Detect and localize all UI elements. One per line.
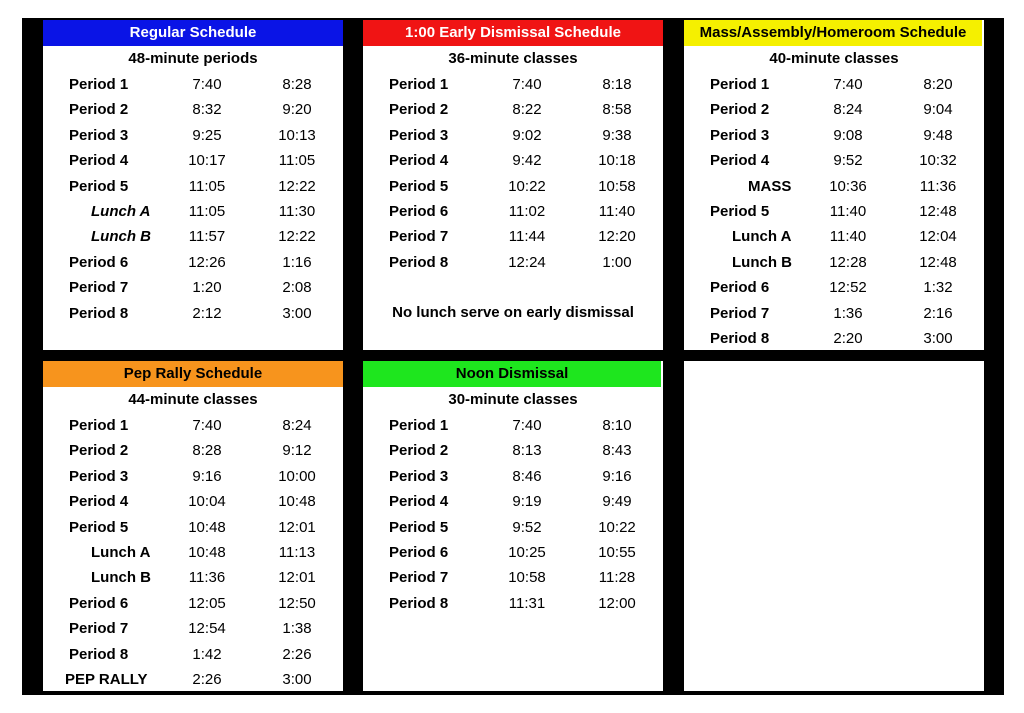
mass-schedule-subtitle: 40-minute classes	[769, 50, 899, 67]
row-label: Period 8	[69, 304, 129, 322]
row-end: 2:26	[282, 645, 312, 663]
row-start: 11:31	[508, 594, 546, 612]
row-end: 8:24	[282, 417, 312, 434]
schedule-row	[363, 438, 663, 463]
row-label: Period 7	[69, 620, 129, 638]
schedule-row	[43, 540, 343, 565]
row-start: 7:40	[192, 417, 222, 434]
schedule-row	[363, 123, 663, 148]
schedule-row	[684, 174, 984, 199]
row-start: 2:20	[833, 329, 863, 347]
schedule-row	[363, 540, 663, 565]
row-start: 9:25	[192, 126, 222, 144]
row-end: 11:05	[278, 152, 316, 170]
schedule-row	[684, 224, 984, 249]
row-label: Period 4	[389, 493, 449, 511]
schedule-row	[363, 199, 663, 224]
row-start: 8:22	[512, 101, 542, 119]
row-start: 12:54	[188, 620, 226, 638]
row-start: 9:16	[192, 467, 222, 485]
row-start: 11:05	[188, 177, 226, 195]
row-start: 9:52	[512, 518, 542, 536]
row-end: 11:36	[919, 177, 957, 195]
row-start: 12:24	[508, 253, 546, 271]
row-end: 8:58	[602, 101, 632, 119]
row-label: Period 2	[710, 101, 770, 119]
row-start: 8:46	[512, 467, 542, 485]
row-end: 9:49	[602, 493, 632, 511]
row-label: Period 5	[69, 518, 129, 536]
row-end: 12:00	[598, 594, 636, 612]
row-end: 12:01	[278, 518, 316, 536]
row-start: 12:28	[829, 253, 867, 271]
row-start: 9:52	[833, 152, 863, 170]
schedule-row	[363, 489, 663, 514]
row-start: 10:17	[188, 152, 226, 170]
row-start: 11:44	[508, 228, 546, 246]
row-end: 10:48	[278, 493, 316, 511]
schedule-row	[363, 250, 663, 275]
schedule-row	[684, 123, 984, 148]
row-label: Period 5	[389, 518, 449, 536]
row-start: 2:26	[192, 670, 222, 688]
row-end: 12:22	[278, 228, 316, 246]
noon-dismissal-rows	[363, 413, 663, 616]
mass-schedule-title: Mass/Assembly/Homeroom Schedule	[684, 20, 982, 46]
row-start: 10:58	[508, 569, 546, 587]
row-end: 9:48	[923, 126, 953, 144]
row-end: 11:30	[278, 202, 316, 220]
row-label: Period 6	[389, 543, 449, 561]
noon-dismissal-title: Noon Dismissal	[363, 361, 661, 387]
schedule-row	[684, 275, 984, 300]
row-end: 10:13	[278, 126, 316, 144]
schedule-row	[684, 250, 984, 275]
row-start: 11:02	[508, 202, 546, 220]
schedule-row	[363, 174, 663, 199]
row-end: 1:32	[923, 279, 953, 297]
row-end: 9:38	[602, 126, 632, 144]
row-end: 2:16	[923, 304, 953, 322]
row-end: 12:04	[919, 228, 957, 246]
row-label: Period 6	[69, 253, 129, 271]
row-start: 7:40	[833, 76, 863, 93]
pep-rally-panel	[43, 361, 343, 691]
row-start: 11:57	[188, 228, 226, 246]
schedule-row	[363, 97, 663, 122]
row-label: Period 3	[69, 126, 129, 144]
schedule-row	[43, 275, 343, 300]
row-end: 8:28	[282, 76, 312, 93]
row-start: 9:02	[512, 126, 542, 144]
schedule-row	[43, 199, 343, 224]
schedule-row	[43, 148, 343, 173]
row-start: 10:36	[829, 177, 867, 195]
schedule-row	[684, 148, 984, 173]
row-start: 1:36	[833, 304, 863, 322]
row-end: 3:00	[923, 329, 953, 347]
early-dismissal-title: 1:00 Early Dismissal Schedule	[363, 20, 663, 46]
row-label: Period 6	[69, 594, 129, 612]
row-start: 12:52	[829, 279, 867, 297]
schedule-row	[43, 123, 343, 148]
row-end: 11:13	[278, 543, 316, 561]
row-label: Lunch B	[91, 228, 151, 246]
schedule-row	[43, 667, 343, 691]
row-start: 1:42	[192, 645, 222, 663]
schedule-row	[363, 464, 663, 489]
row-label: Lunch A	[732, 228, 792, 246]
row-label: Period 3	[710, 126, 770, 144]
row-start: 10:48	[188, 543, 226, 561]
schedule-row	[43, 515, 343, 540]
schedule-row	[363, 565, 663, 590]
row-end: 9:20	[282, 101, 312, 119]
row-label: Period 6	[710, 279, 770, 297]
row-label: Period 3	[389, 467, 449, 485]
schedule-row	[43, 591, 343, 616]
row-start: 8:24	[833, 101, 863, 119]
row-end: 3:00	[282, 304, 312, 322]
row-start: 10:04	[188, 493, 226, 511]
row-label: Period 5	[710, 202, 770, 220]
row-start: 7:40	[512, 76, 542, 93]
row-end: 10:18	[598, 152, 636, 170]
mass-schedule-rows	[684, 72, 984, 350]
row-label: Lunch A	[91, 543, 151, 561]
row-label: Period 7	[69, 279, 129, 297]
schedule-row	[363, 148, 663, 173]
row-label: Period 1	[389, 417, 449, 434]
blank-panel	[684, 361, 984, 691]
row-end: 12:48	[919, 253, 957, 271]
row-end: 12:50	[278, 594, 316, 612]
row-start: 12:26	[188, 253, 226, 271]
row-label: Period 1	[389, 76, 449, 93]
schedule-row	[43, 250, 343, 275]
row-label: Lunch B	[91, 569, 151, 587]
schedule-row	[684, 326, 984, 350]
row-start: 11:40	[829, 228, 867, 246]
schedule-row	[43, 224, 343, 249]
row-start: 10:25	[508, 543, 546, 561]
row-label: Period 1	[69, 417, 129, 434]
row-label: Period 1	[710, 76, 770, 93]
row-end: 12:48	[919, 202, 957, 220]
pep-rally-title: Pep Rally Schedule	[43, 361, 343, 387]
schedule-row	[43, 616, 343, 641]
row-label: Lunch A	[91, 202, 151, 220]
row-label: Period 8	[389, 594, 449, 612]
pep-rally-rows	[43, 413, 343, 691]
schedule-row	[684, 72, 984, 97]
row-end: 8:10	[602, 417, 632, 434]
row-end: 9:04	[923, 101, 953, 119]
schedule-row	[363, 72, 663, 97]
row-label: Period 4	[69, 152, 129, 170]
row-start: 8:28	[192, 442, 222, 460]
row-label: Period 5	[69, 177, 129, 195]
row-label: Period 2	[389, 101, 449, 119]
row-end: 9:12	[282, 442, 312, 460]
row-label: Period 1	[69, 76, 129, 93]
row-end: 10:00	[278, 467, 316, 485]
row-start: 7:40	[512, 417, 542, 434]
row-start: 9:08	[833, 126, 863, 144]
schedule-row	[363, 591, 663, 616]
row-end: 3:00	[282, 670, 312, 688]
row-start: 11:40	[829, 202, 867, 220]
row-start: 11:05	[188, 202, 226, 220]
row-end: 1:16	[282, 253, 312, 271]
schedule-row	[43, 72, 343, 97]
row-label: Period 2	[389, 442, 449, 460]
row-label: PEP RALLY	[65, 670, 148, 688]
row-start: 11:36	[188, 569, 226, 587]
schedule-row	[43, 464, 343, 489]
row-label: MASS	[748, 177, 792, 195]
schedule-row	[684, 301, 984, 326]
row-label: Period 8	[69, 645, 129, 663]
row-start: 12:05	[188, 594, 226, 612]
row-end: 1:00	[602, 253, 632, 271]
row-end: 12:22	[278, 177, 316, 195]
row-label: Period 7	[389, 228, 449, 246]
mass-schedule-panel	[684, 20, 984, 350]
row-end: 11:28	[598, 569, 636, 587]
row-start: 9:19	[512, 493, 542, 511]
early-dismissal-subtitle: 36-minute classes	[448, 50, 578, 67]
row-label: Period 8	[710, 329, 770, 347]
schedule-row	[43, 174, 343, 199]
row-end: 10:58	[598, 177, 636, 195]
row-end: 11:40	[598, 202, 636, 220]
row-label: Period 6	[389, 202, 449, 220]
row-label: Period 4	[389, 152, 449, 170]
row-end: 10:55	[598, 543, 636, 561]
row-end: 1:38	[282, 620, 312, 638]
noon-dismissal-subtitle: 30-minute classes	[448, 391, 578, 408]
schedule-row	[684, 199, 984, 224]
row-start: 8:13	[512, 442, 542, 460]
row-start: 10:22	[508, 177, 546, 195]
row-end: 10:22	[598, 518, 636, 536]
regular-schedule-title: Regular Schedule	[43, 20, 343, 46]
early-dismissal-panel	[363, 20, 663, 350]
schedule-row	[363, 224, 663, 249]
schedule-row	[684, 97, 984, 122]
row-label: Period 4	[69, 493, 129, 511]
row-end: 8:20	[923, 76, 953, 93]
row-label: Period 7	[389, 569, 449, 587]
row-start: 2:12	[192, 304, 222, 322]
schedule-row	[43, 301, 343, 326]
row-end: 2:08	[282, 279, 312, 297]
row-start: 8:32	[192, 101, 222, 119]
early-dismissal-note: No lunch serve on early dismissal	[392, 304, 634, 321]
schedule-row	[43, 97, 343, 122]
regular-schedule-rows	[43, 72, 343, 326]
row-end: 10:32	[919, 152, 957, 170]
row-label: Period 4	[710, 152, 770, 170]
row-start: 9:42	[512, 152, 542, 170]
row-start: 10:48	[188, 518, 226, 536]
schedule-row	[43, 413, 343, 438]
schedule-row	[43, 642, 343, 667]
row-start: 1:20	[192, 279, 222, 297]
row-label: Period 7	[710, 304, 770, 322]
schedule-row	[363, 413, 663, 438]
row-label: Lunch B	[732, 253, 792, 271]
row-label: Period 8	[389, 253, 449, 271]
row-label: Period 2	[69, 442, 129, 460]
row-label: Period 2	[69, 101, 129, 119]
row-label: Period 3	[69, 467, 129, 485]
noon-dismissal-panel	[363, 361, 663, 691]
pep-rally-subtitle: 44-minute classes	[128, 391, 258, 408]
regular-schedule-panel	[43, 20, 343, 350]
row-end: 12:20	[598, 228, 636, 246]
row-label: Period 3	[389, 126, 449, 144]
schedule-row	[43, 438, 343, 463]
schedule-row	[43, 489, 343, 514]
schedule-row	[43, 565, 343, 590]
row-label: Period 5	[389, 177, 449, 195]
row-end: 12:01	[278, 569, 316, 587]
row-end: 8:18	[602, 76, 632, 93]
row-end: 8:43	[602, 442, 632, 460]
early-dismissal-rows	[363, 72, 663, 275]
row-end: 9:16	[602, 467, 632, 485]
schedule-row	[363, 515, 663, 540]
regular-schedule-subtitle: 48-minute periods	[128, 50, 258, 67]
row-start: 7:40	[192, 76, 222, 93]
